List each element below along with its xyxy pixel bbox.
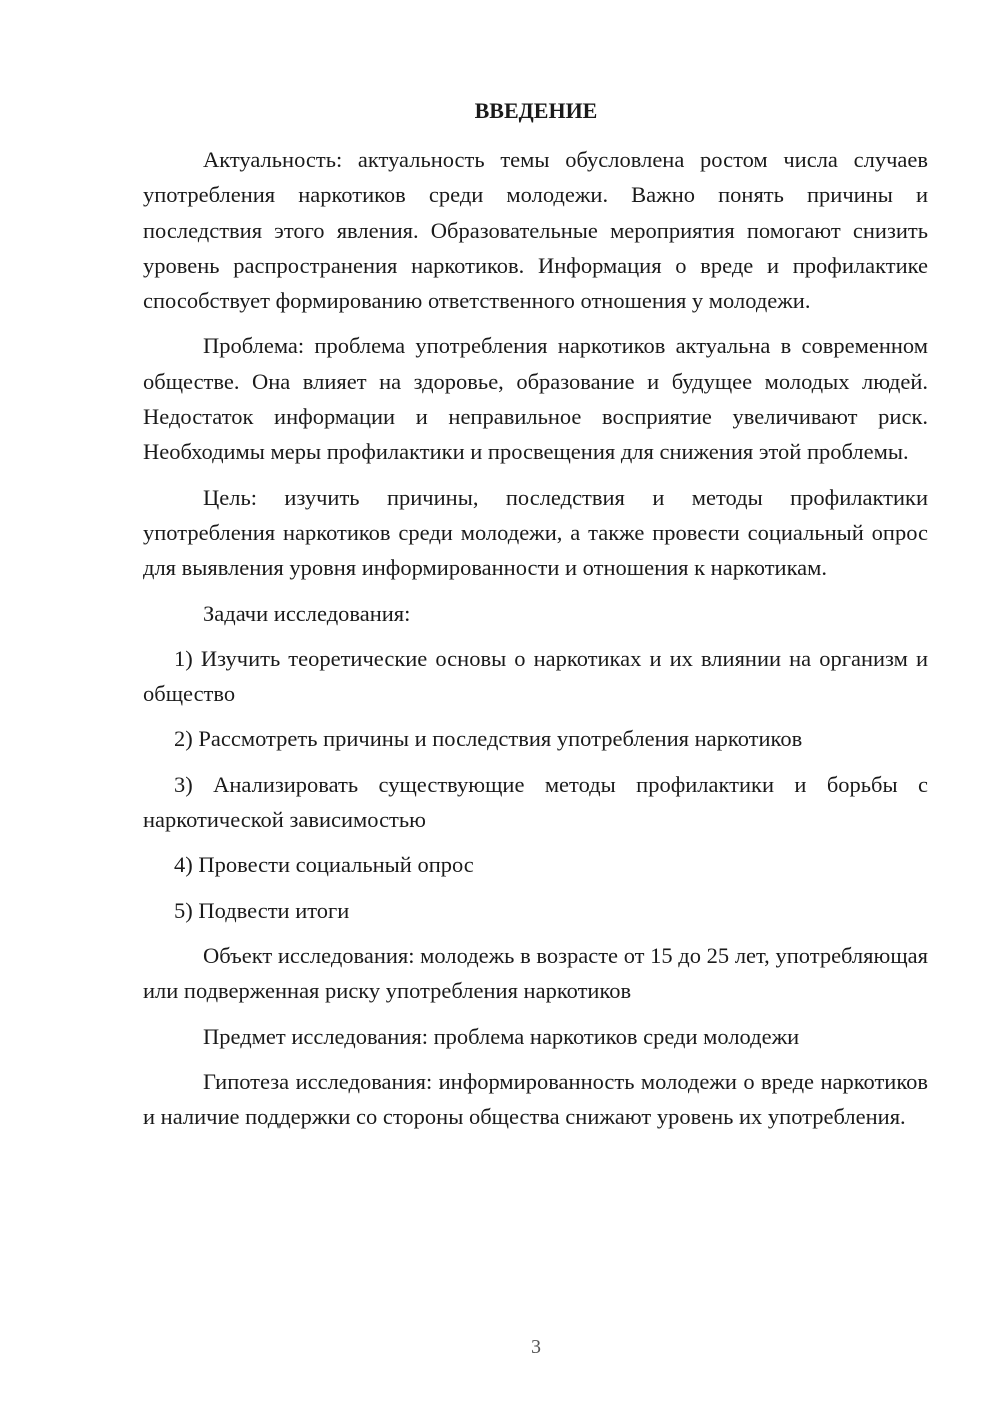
page-number: 3 — [531, 1336, 541, 1358]
task-item-1: 1) Изучить теоретические основы о наркотиках и их влиянии на организм и общество — [143, 645, 928, 707]
task-item-2: 2) Рассмотреть причины и последствия употребления наркотиков — [174, 726, 803, 752]
task-item-3: 3) Анализировать существующие методы профилактики и борьбы с наркотической зависимостью — [143, 771, 928, 833]
paragraph-relevance: Актуальность: актуальность темы обусловлена ростом числа случаев употребления наркотиков среди молодежи. Важно понять причины и последствия этого явления. Образовательные мероприятия помогают снизить уровень распространения наркотиков. Информация о вреде и профилактике способствует формированию ответственного отношения у молодежи. — [143, 147, 928, 314]
paragraph-problem: Проблема: проблема употребления наркотиков актуальна в современном обществе. Она влияет на здоровье, образование и будущее молодых людей. Недостаток информации и неправильное восприятие увеличивают риск. Необходимы меры профилактики и просвещения для снижения этой проблемы. — [143, 333, 928, 465]
page-title: ВВЕДЕНИЕ — [474, 98, 598, 123]
paragraph-object: Объект исследования: молодежь в возрасте от 15 до 25 лет, употребляющая или подверженная риску употребления наркотиков — [143, 942, 928, 1004]
paragraph-hypothesis: Гипотеза исследования: информированность молодежи о вреде наркотиков и наличие поддержки со стороны общества снижают уровень их употребления. — [143, 1068, 928, 1130]
task-item-5: 5) Подвести итоги — [174, 897, 350, 923]
tasks-heading: Задачи исследования: — [203, 600, 411, 626]
document-body — [143, 142, 928, 1134]
paragraph-goal: Цель: изучить причины, последствия и методы профилактики употребления наркотиков среди молодежи, а также провести социальный опрос для выявления уровня информированности и отношения к наркотикам. — [143, 484, 928, 581]
task-item-4: 4) Провести социальный опрос — [174, 852, 474, 878]
paragraph-subject: Предмет исследования: проблема наркотиков среди молодежи — [203, 1023, 800, 1049]
